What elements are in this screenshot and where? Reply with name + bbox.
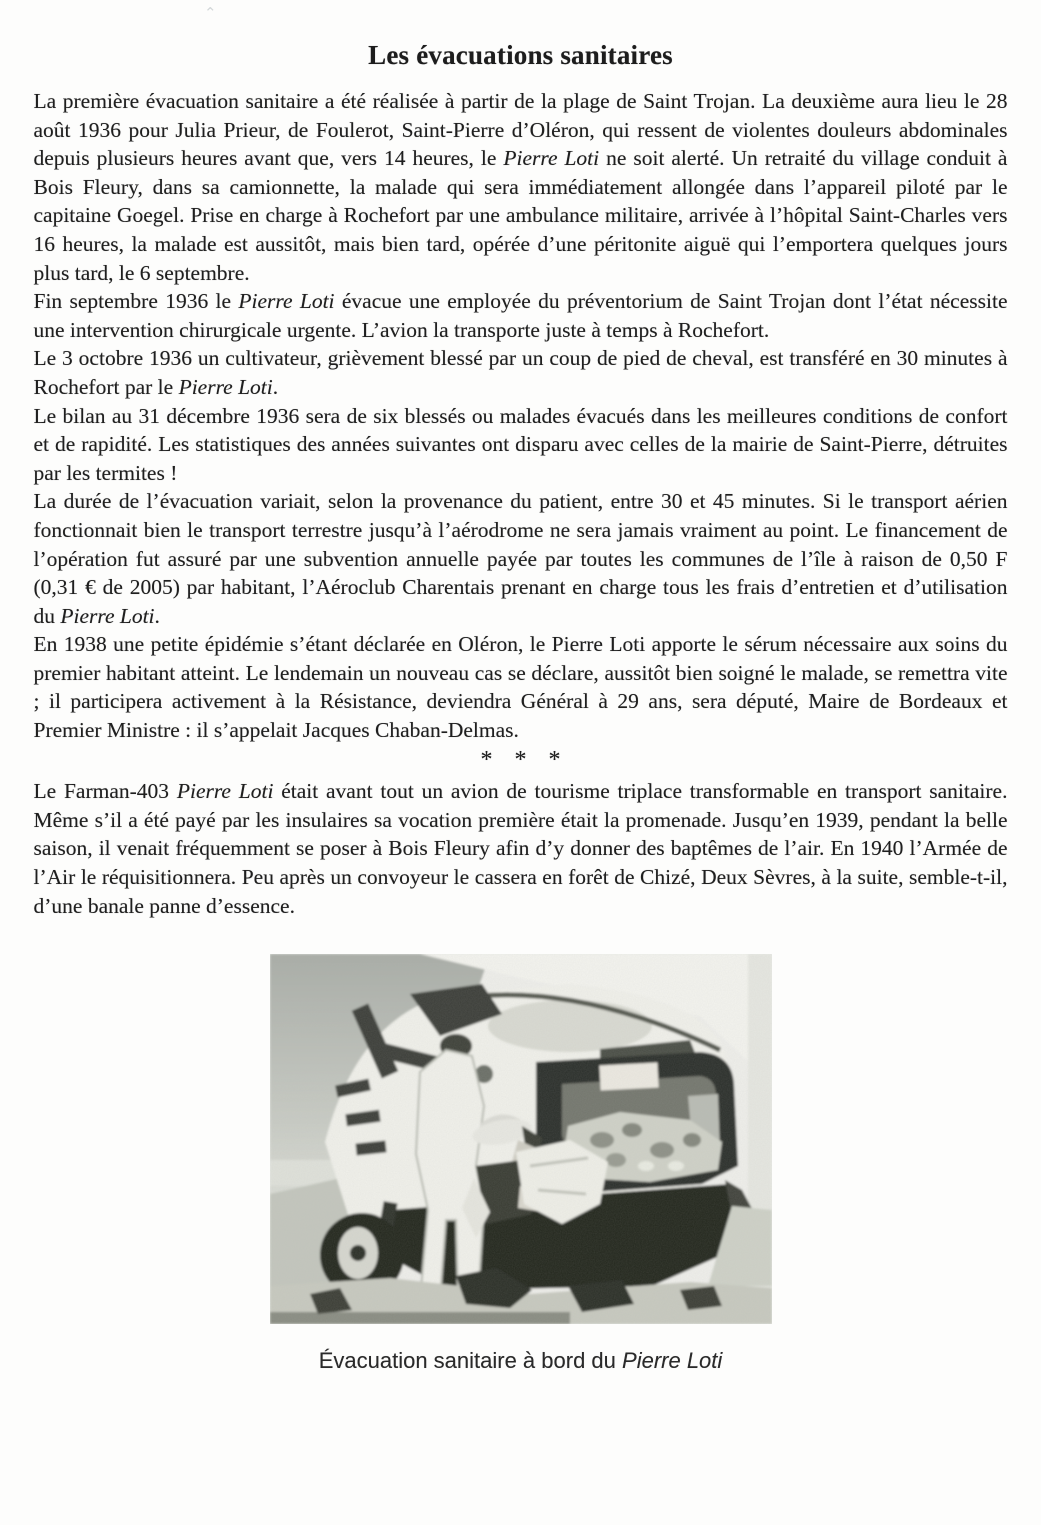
scan-artifact-mark: ⌃ [204,6,217,22]
paragraphs-main [34,87,1008,745]
paragraph: Le bilan au 31 décembre 1936 sera de six blessés ou malades évacués dans les meilleures conditions de confort et de rapidité. Les statistiques des années suivantes ont disparu avec celles de la mairie de Saint-Pierre, détruites par les termites ! [33,403,1008,485]
paragraph: Fin septembre 1936 le Pierre Loti évacue une employée du préventorium de Saint Trojan dont l’état nécessite une intervention chirurgicale urgente. L’avion la transporte juste à temps à Rochefort. [33,289,1008,342]
paragraph: La durée de l’évacuation variait, selon la provenance du patient, entre 30 et 45 minutes. Si le transport aérien fonctionnait bien le transport terrestre jusqu’à l’aérodrome ne sera jamais vraiment au point. Le financement de l’opération fut assuré par une subvention annuelle payée par toutes les communes de l’île à raison de 0,50 F (0,31 € de 2005) par habitant, l’Aéroclub Charentais prenant en charge tous les frais d’entretien et d’utilisation du Pierre Loti. [33,489,1008,628]
section-separator: * * * [480,746,561,773]
photo-caption: Évacuation sanitaire à bord du Pierre Loti [318,1348,723,1374]
document-title: Les évacuations sanitaires [368,40,673,70]
paragraph: En 1938 une petite épidémie s’étant déclarée en Oléron, le Pierre Loti apporte le sérum nécessaire aux soins du premier habitant atteint. Le lendemain un nouveau cas se déclare, aussitôt bien soigné le malade, se remettra vite ; il participera activement à la Résistance, deviendra Général à 29 ans, sera député, Maire de Bordeaux et Premier Ministre : il s’appelait Jacques Chaban-Delmas. [33,632,1008,743]
paragraph: La première évacuation sanitaire a été réalisée à partir de la plage de Saint Trojan. La deuxième aura lieu le 28 août 1936 pour Julia Prieur, de Foulerot, Saint-Pierre d’Oléron, qui ressent de violentes douleurs abdominales depuis plusieurs heures avant que, vers 14 heures, le Pierre Loti ne soit alerté. Un retraité du village conduit à Bois Fleury, dans sa camionnette, la malade qui sera immédiatement allongée dans l’appareil piloté par le capitaine Goegel. Prise en charge à Rochefort par une ambulance militaire, arrivée à l’hôpital Saint-Charles vers 16 heures, la malade est aussitôt, mais bien tard, opérée d’une péritonite aiguë qui l’emportera quelques jours plus tard, le 6 septembre. [33,89,1008,285]
evacuation-photo-illustration [270,954,772,1324]
paragraph: Le Farman-403 Pierre Loti était avant tout un avion de tourisme triplace transformable en transport sanitaire. Même s’il a été payé par les insulaires sa vocation première était la promenade. Jusqu’en 1939, pendant la belle saison, il venait fréquemment se poser à Bois Fleury afin d’y donner des baptêmes de l’air. En 1940 l’Armée de l’Air le réquisitionnera. Peu après un convoyeur le cassera en forêt de Chizé, Deux Sèvres, à la suite, semble-t-il, d’une banale panne d’essence. [33,779,1008,918]
photo-figure [270,954,772,1374]
film-grain-overlay [270,954,772,1324]
document-body [34,87,1008,920]
paragraphs-after-separator [34,777,1008,920]
paragraph: Le 3 octobre 1936 un cultivateur, grièvement blessé par un coup de pied de cheval, est transféré en 30 minutes à Rochefort par le Pierre Loti. [33,346,1008,399]
